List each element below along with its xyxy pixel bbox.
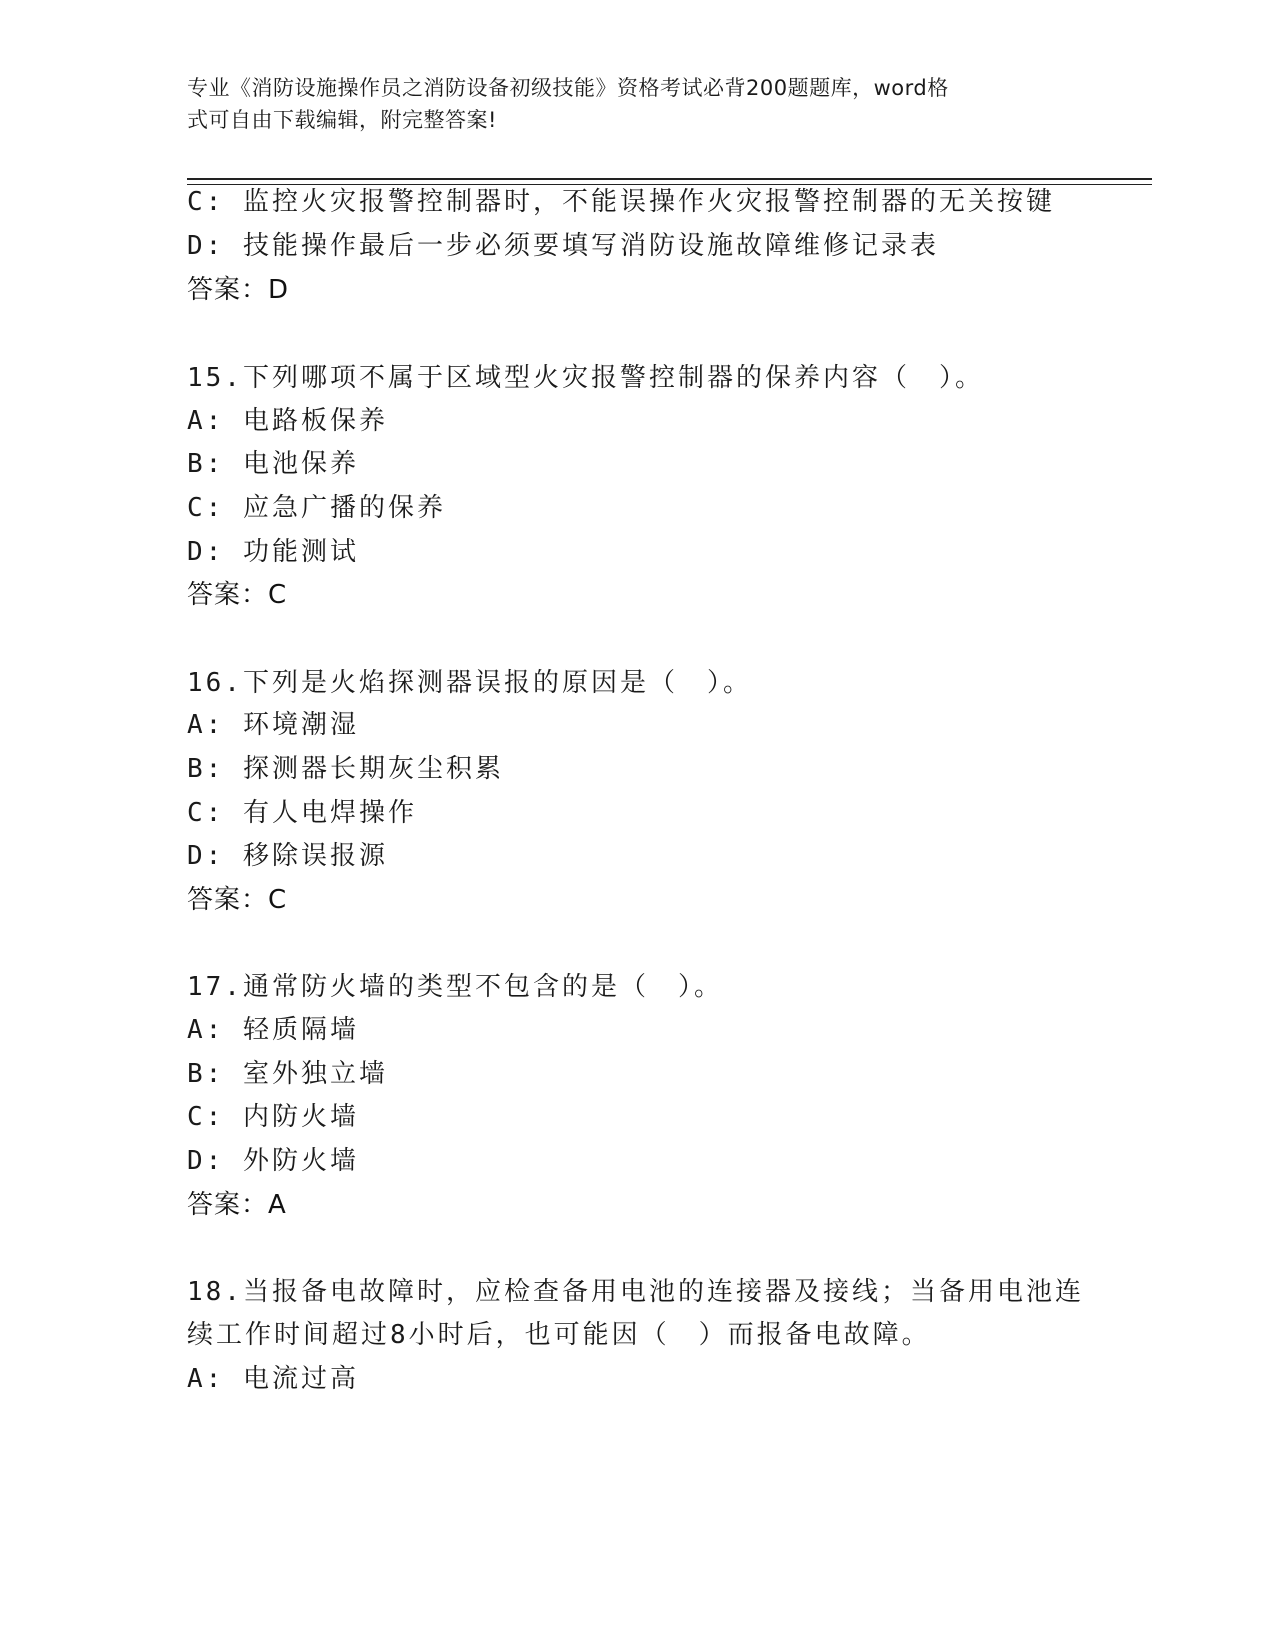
q16-option-b: B: 探测器长期灰尘积累: [187, 754, 504, 784]
q16-option-d: D: 移除误报源: [187, 841, 388, 871]
q17-question: 17.通常防火墙的类型不包含的是（ ）。: [187, 972, 723, 1002]
q16-option-a: A: 环境潮湿: [187, 710, 359, 740]
q15-option-c: C: 应急广播的保养: [187, 493, 446, 523]
q17-option-d: D: 外防火墙: [187, 1146, 359, 1176]
q15-question: 15.下列哪项不属于区域型火灾报警控制器的保养内容（ ）。: [187, 363, 984, 393]
q16-question: 16.下列是火焰探测器误报的原因是（ ）。: [187, 668, 752, 698]
q16-option-c: C: 有人电焊操作: [187, 798, 417, 828]
q18-question-line-2: 续工作时间超过8小时后，也可能因（ ）而报备电故障。: [187, 1320, 931, 1350]
header-line-2: 式可自由下载编辑，附完整答案!: [187, 108, 497, 132]
q14-option-d: D: 技能操作最后一步必须要填写消防设施故障维修记录表: [187, 231, 939, 261]
q16-answer: 答案：C: [187, 885, 288, 915]
q17-option-c: C: 内防火墙: [187, 1102, 359, 1132]
q15-option-d: D: 功能测试: [187, 537, 359, 567]
q17-option-b: B: 室外独立墙: [187, 1059, 388, 1089]
q14-answer: 答案：D: [187, 275, 290, 305]
header-line-1: 专业《消防设施操作员之消防设备初级技能》资格考试必背200题题库，word格: [187, 76, 949, 100]
q14-option-c: C: 监控火灾报警控制器时，不能误操作火灾报警控制器的无关按键: [187, 187, 1055, 217]
q18-option-a: A: 电流过高: [187, 1364, 359, 1394]
q17-answer: 答案：A: [187, 1190, 287, 1220]
header-rule-thick: [187, 178, 1152, 180]
q15-answer: 答案：C: [187, 580, 288, 610]
q15-option-a: A: 电路板保养: [187, 406, 388, 436]
q18-question-line-1: 18.当报备电故障时，应检查备用电池的连接器及接线；当备用电池连: [187, 1277, 1084, 1307]
q17-option-a: A: 轻质隔墙: [187, 1015, 359, 1045]
document-header: [187, 72, 1067, 136]
q15-option-b: B: 电池保养: [187, 449, 359, 479]
